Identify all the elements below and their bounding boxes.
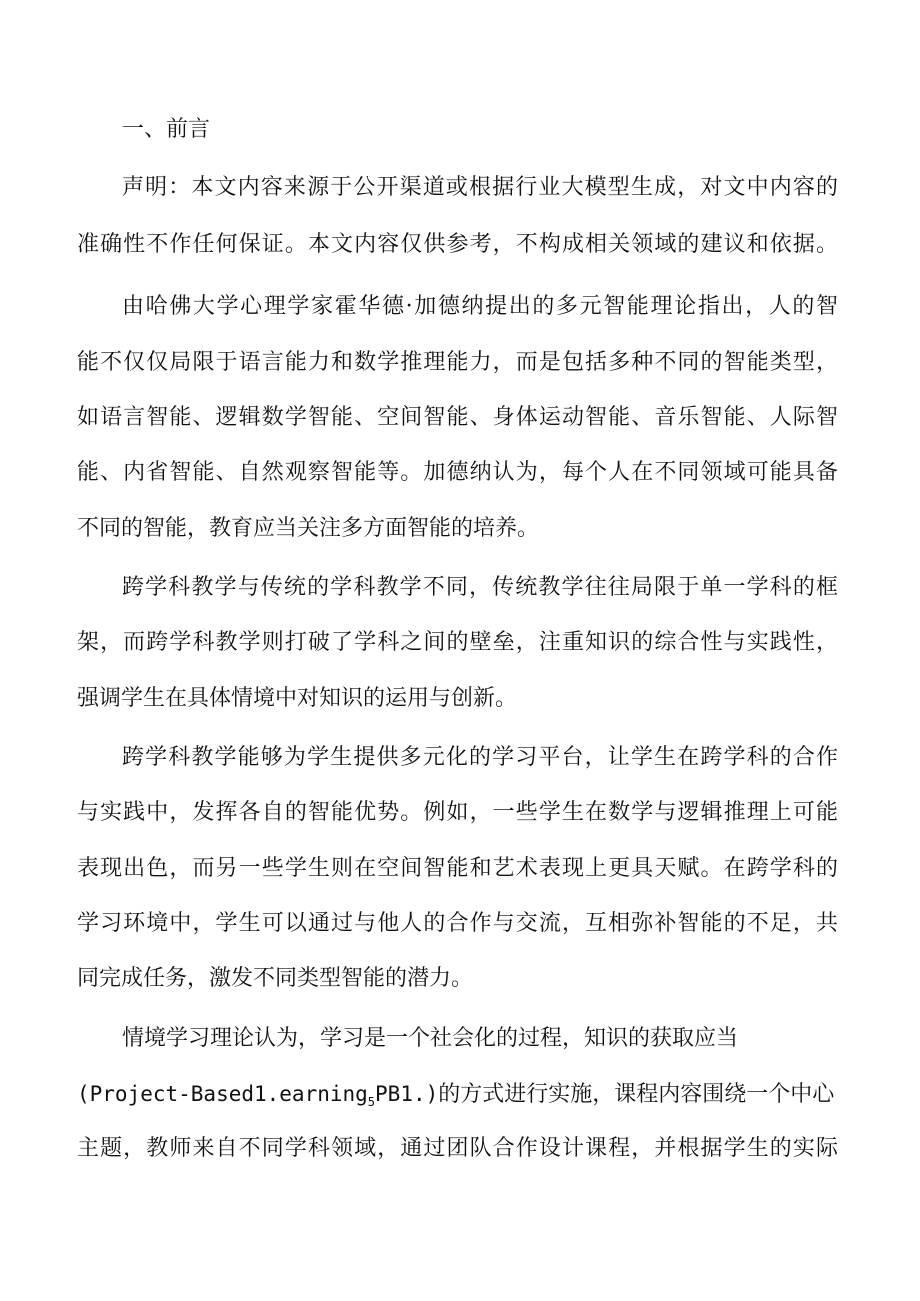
section-heading: 一、前言 — [122, 117, 211, 142]
paragraph-3-line-5: 同完成任务，激发不同类型智能的潜力。 — [77, 966, 474, 991]
paragraph-4-line-2 — [77, 1079, 834, 1112]
paragraph-4-line-1: 情境学习理论认为，学习是一个社会化的过程，知识的获取应当 — [122, 1026, 739, 1051]
paragraph-2-line-3: 强调学生在具体情境中对知识的运用与创新。 — [77, 686, 518, 711]
paragraph-1-line-1: 由哈佛大学心理学家霍华德·加德纳提出的多元智能理论指出，人的智 — [122, 294, 838, 319]
paragraph-3-line-2: 与实践中，发挥各自的智能优势。例如，一些学生在数学与逻辑推理上可能 — [77, 800, 838, 825]
paragraph-4-line-3: 主题，教师来自不同学科领域，通过团队合作设计课程，并根据学生的实际 — [77, 1136, 838, 1161]
paragraph-2-line-2: 架，而跨学科教学则打破了学科之间的壁垒，注重知识的综合性与实践性， — [77, 630, 838, 655]
paragraph-1-line-5: 不同的智能，教育应当关注多方面智能的培养。 — [77, 516, 540, 541]
paragraph-3-line-3: 表现出色，而另一些学生则在空间智能和艺术表现上更具天赋。在跨学科的 — [77, 856, 838, 881]
paragraph-3-line-1: 跨学科教学能够为学生提供多元化的学习平台，让学生在跨学科的合作 — [122, 745, 838, 770]
paragraph-1-line-4: 能、内省智能、自然观察智能等。加德纳认为，每个人在不同领域可能具备 — [77, 460, 838, 485]
paragraph-1-line-2: 能不仅仅局限于语言能力和数学推理能力，而是包括多种不同的智能类型， — [77, 350, 838, 375]
disclaimer-line-2: 准确性不作任何保证。本文内容仅供参考，不构成相关领域的建议和依据。 — [77, 232, 838, 257]
paragraph-1-line-3: 如语言智能、逻辑数学智能、空间智能、身体运动智能、音乐智能、人际智 — [77, 405, 838, 430]
disclaimer-line-1: 声明：本文内容来源于公开渠道或根据行业大模型生成，对文中内容的 — [122, 175, 838, 200]
project-based-learning-term: (Project-Based1.earning — [77, 1082, 368, 1106]
paragraph-3-line-4: 学习环境中，学生可以通过与他人的合作与交流，互相弥补智能的不足，共 — [77, 911, 838, 936]
pbl-abbreviation: PB1.) — [375, 1082, 439, 1106]
subscript-mark: 5 — [367, 1095, 376, 1109]
paragraph-2-line-1: 跨学科教学与传统的学科教学不同，传统教学往往局限于单一学科的框 — [122, 575, 838, 600]
paragraph-4-line-2-rest: 的方式进行实施，课程内容围绕一个中心 — [438, 1082, 835, 1107]
